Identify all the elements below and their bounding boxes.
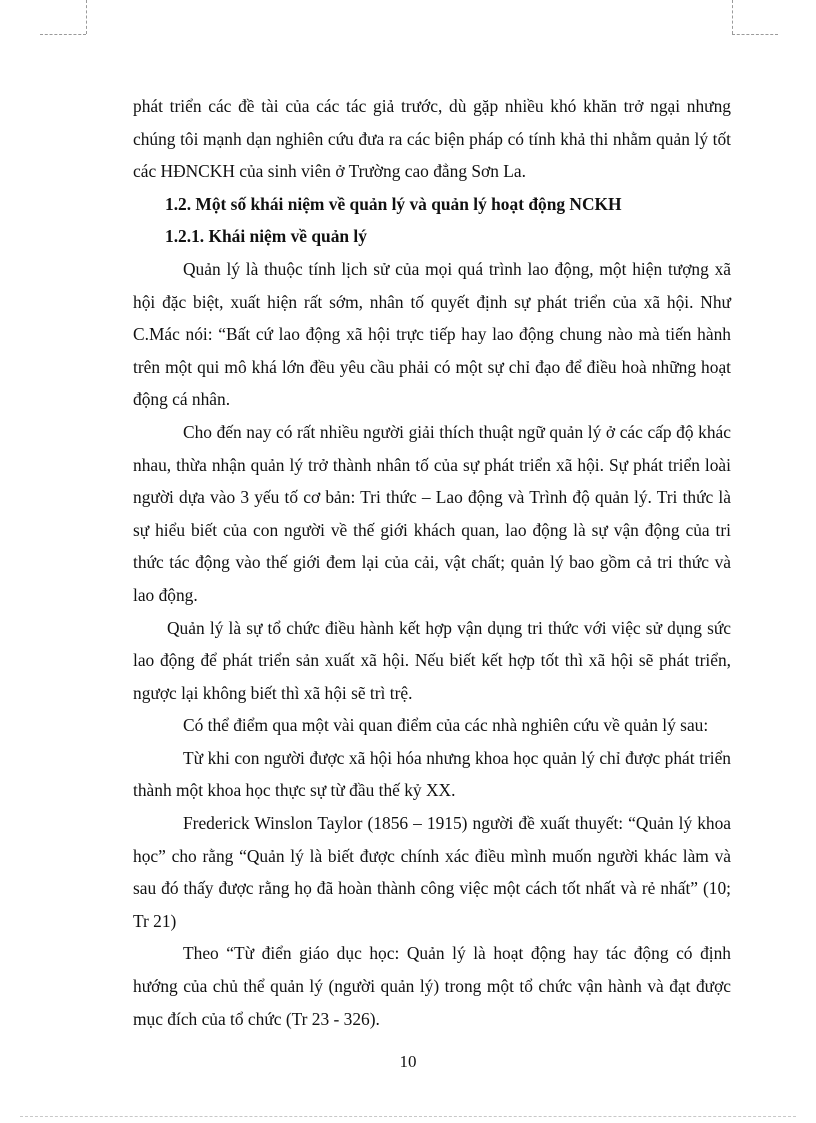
crop-mark-top-left-vertical (86, 0, 87, 34)
crop-mark-top-right-vertical (732, 0, 733, 34)
paragraph-taylor: Frederick Winslon Taylor (1856 – 1915) người đề xuất thuyết: “Quản lý khoa học” cho rằng “Quản lý là biết được chính xác điều mình muốn người khác làm và sau đó thấy được rằng họ đã hoàn thành công việc một cách tốt nhất và rẻ nhất” (10; Tr 21) (133, 813, 731, 931)
paragraph-research-viewpoints: Có thể điểm qua một vài quan điểm của các nhà nghiên cứu về quản lý sau: (183, 715, 709, 736)
page-number: 10 (399, 1052, 417, 1071)
crop-mark-top-right-horizontal (732, 34, 778, 35)
paragraph-management-factors: Cho đến nay có rất nhiều người giải thích thuật ngữ quản lý ở các cấp độ khác nhau, thừa nhận quản lý trở thành nhân tố của sự phát triển xã hội. Sự phát triển loài người dựa vào 3 yếu tố cơ bản: Tri thức – Lao động và Trình độ quản lý. Tri thức là sự hiểu biết của con người về thế giới khách quan, lao động là sự vận động của tri thức tác động vào thế giới đem lại của cải, vật chất; quản lý bao gồm cả tri thức và lao động. (133, 421, 731, 605)
paragraph-management-history: Quản lý là thuộc tính lịch sử của mọi quá trình lao động, một hiện tượng xã hội đặc biệt, xuất hiện rất sớm, nhân tố quyết định sự phát triển của xã hội. Như C.Mác nói: “Bất cứ lao động xã hội trực tiếp hay lao động chung nào mà tiến hành trên một qui mô khá lớn đều yêu cầu phải có một sự chỉ đạo để điều hoà những hoạt động cá nhân. (133, 258, 731, 410)
subsection-heading-1-2-1: 1.2.1. Khái niệm về quản lý (165, 226, 367, 247)
paragraph-dictionary-definition: Theo “Từ điển giáo dục học: Quản lý là hoạt động hay tác động có định hướng của chủ thể quản lý (người quản lý) trong một tổ chức vận hành và đạt được mục đích của tổ chức (Tr 23 - 326). (133, 943, 731, 1029)
bottom-dashed-rule (20, 1116, 796, 1117)
paragraph-socialization: Từ khi con người được xã hội hóa nhưng khoa học quản lý chỉ được phát triển thành một khoa học thực sự từ đầu thế kỷ XX. (133, 747, 731, 801)
crop-mark-top-left-horizontal (40, 34, 86, 35)
paragraph-continuation: phát triển các đề tài của các tác giả trước, dù gặp nhiều khó khăn trở ngại nhưng chúng tôi mạnh dạn nghiên cứu đưa ra các biện pháp có tính khả thi nhằm quản lý tốt các HĐNCKH của sinh viên ở Trường cao đẳng Sơn La. (133, 96, 731, 182)
section-heading-1-2: 1.2. Một số khái niệm về quản lý và quản lý hoạt động NCKH (165, 193, 622, 214)
paragraph-management-organization: Quản lý là sự tổ chức điều hành kết hợp vận dụng tri thức với việc sử dụng sức lao động để phát triển sản xuất xã hội. Nếu biết kết hợp tốt thì xã hội sẽ phát triển, ngược lại không biết thì xã hội sẽ trì trệ. (133, 617, 731, 703)
page-body (133, 90, 731, 1035)
